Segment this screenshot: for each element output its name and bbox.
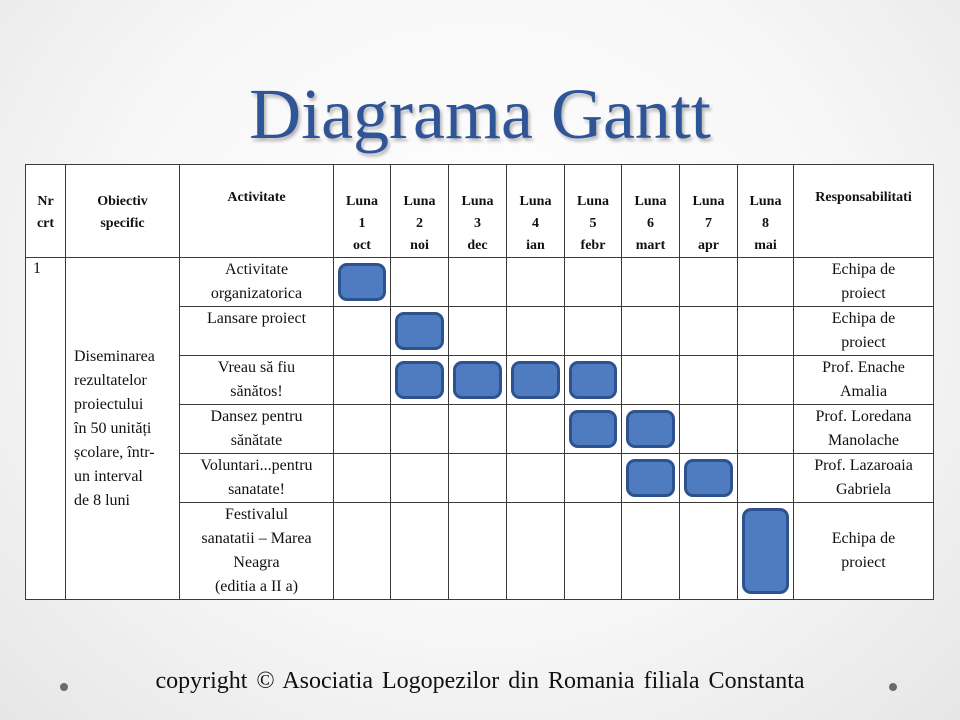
gantt-bar xyxy=(626,459,675,497)
header-month-num: 1 xyxy=(358,216,366,231)
activity-cell xyxy=(180,405,334,454)
header-activity: Activitate xyxy=(180,165,334,258)
activity-line: Dansez pentru xyxy=(210,408,303,425)
header-month-name: mart xyxy=(635,238,666,253)
activity-line: sănătos! xyxy=(230,383,283,400)
month-cell-5 xyxy=(565,405,622,454)
month-cell-2 xyxy=(391,503,449,600)
header-month-name: ian xyxy=(526,238,545,253)
header-month-7 xyxy=(680,165,738,258)
header-month-1 xyxy=(334,165,391,258)
header-month-8 xyxy=(738,165,794,258)
slide-title: Diagrama Gantt xyxy=(249,74,711,154)
header-month-2 xyxy=(391,165,449,258)
month-cell-1 xyxy=(334,405,391,454)
month-cell-7 xyxy=(680,503,738,600)
month-cell-1 xyxy=(334,503,391,600)
header-month-num: 5 xyxy=(589,216,597,231)
activity-line: Vreau să fiu xyxy=(217,359,296,376)
activity-cell xyxy=(180,454,334,503)
header-responsible: Responsabilitati xyxy=(794,165,934,258)
objective-line: de 8 luni xyxy=(74,491,130,509)
activity-line: sănătate xyxy=(230,432,283,449)
activity-cell xyxy=(180,356,334,405)
responsible-line: proiect xyxy=(841,554,886,571)
month-cell-3 xyxy=(449,307,507,356)
month-cell-6 xyxy=(622,356,680,405)
activity-cell xyxy=(180,258,334,307)
month-cell-7 xyxy=(680,307,738,356)
month-cell-1 xyxy=(334,356,391,405)
month-cell-2 xyxy=(391,405,449,454)
month-cell-5 xyxy=(565,258,622,307)
objective-line: rezultatelor xyxy=(74,371,147,389)
month-cell-4 xyxy=(507,503,565,600)
month-cell-5 xyxy=(565,454,622,503)
header-month-num: 2 xyxy=(416,216,423,231)
header-nr xyxy=(26,165,66,258)
header-month-4 xyxy=(507,165,565,258)
responsible-cell xyxy=(794,307,934,356)
responsible-line: Prof. Loredana xyxy=(815,408,912,425)
gantt-bar xyxy=(395,361,444,399)
gantt-bar xyxy=(338,263,386,301)
month-cell-1 xyxy=(334,258,391,307)
header-month-name: febr xyxy=(580,238,606,253)
month-cell-4 xyxy=(507,405,565,454)
month-cell-2 xyxy=(391,258,449,307)
month-cell-7 xyxy=(680,356,738,405)
month-cell-7 xyxy=(680,258,738,307)
header-objective-line: specific xyxy=(100,216,145,231)
header-month-luna: Luna xyxy=(346,194,378,209)
responsible-cell xyxy=(794,258,934,307)
header-month-name: mai xyxy=(754,238,777,253)
month-cell-2 xyxy=(391,307,449,356)
month-cell-8 xyxy=(738,503,794,600)
gantt-bar xyxy=(569,361,617,399)
header-objective xyxy=(66,165,180,258)
activity-line: Activitate xyxy=(224,261,289,278)
activity-cell xyxy=(180,307,334,356)
month-cell-8 xyxy=(738,356,794,405)
month-cell-3 xyxy=(449,503,507,600)
gantt-bar xyxy=(395,312,444,350)
month-cell-4 xyxy=(507,307,565,356)
header-month-num: 8 xyxy=(762,216,769,231)
copyright-footer: copyright © Asociatia Logopezilor din Romania filiala Constanta xyxy=(155,668,805,694)
header-month-6 xyxy=(622,165,680,258)
header-month-luna: Luna xyxy=(519,194,552,209)
activity-line: organizatorica xyxy=(210,285,303,302)
activity-line: (editia a II a) xyxy=(214,578,299,595)
responsible-cell xyxy=(794,356,934,405)
month-cell-6 xyxy=(622,307,680,356)
header-month-name: dec xyxy=(467,238,488,253)
month-cell-1 xyxy=(334,454,391,503)
objective-cell xyxy=(66,258,180,600)
gantt-body xyxy=(26,258,934,600)
objective-line: Diseminarea xyxy=(74,347,155,365)
month-cell-2 xyxy=(391,356,449,405)
month-cell-5 xyxy=(565,356,622,405)
header-objective-line: Obiectiv xyxy=(97,194,148,209)
responsible-line: proiect xyxy=(841,334,886,351)
header-month-luna: Luna xyxy=(461,194,494,209)
month-cell-8 xyxy=(738,454,794,503)
month-cell-5 xyxy=(565,307,622,356)
footer-dot-right xyxy=(889,683,897,691)
activity-line: Neagra xyxy=(233,554,280,571)
month-cell-3 xyxy=(449,258,507,307)
header-month-name: noi xyxy=(410,238,429,253)
row-number: 1 xyxy=(26,258,66,600)
activity-line: sanatate! xyxy=(228,481,285,498)
objective-line: în 50 unități xyxy=(74,419,152,437)
month-cell-6 xyxy=(622,454,680,503)
header-row xyxy=(26,165,934,258)
month-cell-7 xyxy=(680,454,738,503)
responsible-line: Echipa de xyxy=(831,530,896,547)
responsible-line: Gabriela xyxy=(835,481,892,498)
activity-line: Festivalul xyxy=(224,506,289,523)
month-cell-6 xyxy=(622,503,680,600)
objective-line: proiectului xyxy=(74,395,144,413)
month-cell-3 xyxy=(449,405,507,454)
month-cell-7 xyxy=(680,405,738,454)
responsible-line: proiect xyxy=(841,285,886,302)
header-month-5 xyxy=(565,165,622,258)
header-month-luna: Luna xyxy=(577,194,609,209)
month-cell-5 xyxy=(565,503,622,600)
activity-cell xyxy=(180,503,334,600)
header-nr-line: crt xyxy=(36,216,55,231)
header-month-3 xyxy=(449,165,507,258)
gantt-bar xyxy=(742,508,789,594)
responsible-cell xyxy=(794,405,934,454)
header-month-name: oct xyxy=(353,238,371,253)
activity-line: Lansare proiect xyxy=(206,310,307,327)
responsible-cell xyxy=(794,454,934,503)
month-cell-4 xyxy=(507,356,565,405)
header-month-luna: Luna xyxy=(403,194,436,209)
objective-line: școlare, într- xyxy=(74,443,155,461)
header-month-name: apr xyxy=(698,238,719,253)
gantt-row xyxy=(26,258,934,307)
month-cell-8 xyxy=(738,405,794,454)
responsible-cell xyxy=(794,503,934,600)
responsible-line: Manolache xyxy=(827,432,900,449)
month-cell-8 xyxy=(738,307,794,356)
gantt-bar xyxy=(684,459,733,497)
month-cell-6 xyxy=(622,405,680,454)
month-cell-3 xyxy=(449,356,507,405)
header-month-luna: Luna xyxy=(749,194,782,209)
header-month-num: 6 xyxy=(647,216,654,231)
month-cell-1 xyxy=(334,307,391,356)
month-cell-4 xyxy=(507,454,565,503)
gantt-bar xyxy=(453,361,502,399)
header-month-luna: Luna xyxy=(634,194,667,209)
activity-line: Voluntari...pentru xyxy=(200,457,313,474)
footer-dot-left xyxy=(60,683,68,691)
month-cell-8 xyxy=(738,258,794,307)
responsible-line: Prof. Enache xyxy=(822,359,905,376)
header-month-num: 3 xyxy=(474,216,481,231)
responsible-line: Echipa de xyxy=(831,310,896,327)
objective-line: un interval xyxy=(74,467,143,485)
month-cell-2 xyxy=(391,454,449,503)
responsible-line: Amalia xyxy=(839,383,888,400)
gantt-bar xyxy=(569,410,617,448)
header-month-luna: Luna xyxy=(692,194,725,209)
gantt-bar xyxy=(626,410,675,448)
header-nr-line: Nr xyxy=(37,194,54,209)
month-cell-3 xyxy=(449,454,507,503)
month-cell-6 xyxy=(622,258,680,307)
activity-line: sanatatii – Marea xyxy=(201,530,312,547)
responsible-line: Echipa de xyxy=(831,261,896,278)
gantt-table xyxy=(25,164,934,600)
header-month-num: 4 xyxy=(532,216,539,231)
month-cell-4 xyxy=(507,258,565,307)
header-month-num: 7 xyxy=(705,216,712,231)
responsible-line: Prof. Lazaroaia xyxy=(814,457,913,474)
gantt-bar xyxy=(511,361,560,399)
